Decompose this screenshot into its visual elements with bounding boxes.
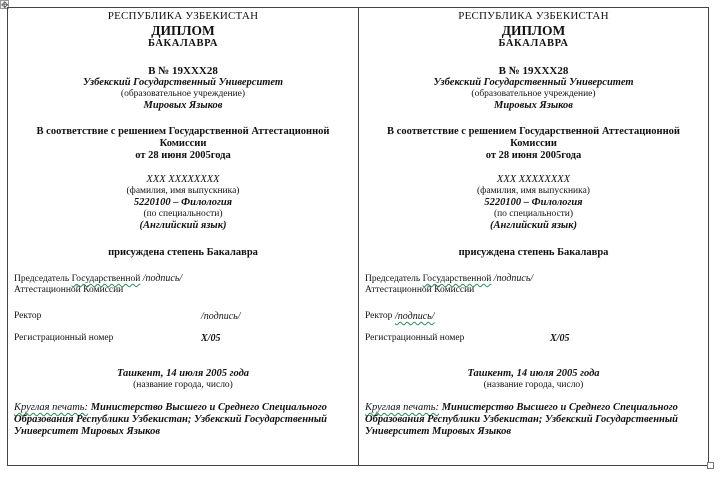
university-caption: (образовательное учреждение) bbox=[471, 89, 596, 99]
seal-text-2: Образования Республики Узбекистан; Узбекский Государственный bbox=[365, 414, 678, 425]
university-name: Узбекский Государственный Университет bbox=[433, 77, 634, 88]
registration-row bbox=[14, 333, 352, 344]
rector-sign: /подпись/ bbox=[395, 311, 435, 322]
seal-block bbox=[365, 402, 702, 438]
diploma-number: В № 19ХХХ28 bbox=[148, 65, 218, 77]
country-heading: РЕСПУБЛИКА УЗБЕКИСТАН bbox=[107, 10, 259, 22]
seal-text-3: Университет Мировых Языков bbox=[365, 426, 512, 437]
registration-label: Регистрационный номер bbox=[14, 333, 114, 343]
graduate-caption: (фамилия, имя выпускника) bbox=[126, 186, 240, 196]
chairman-line bbox=[14, 273, 352, 285]
rector-row bbox=[14, 311, 352, 322]
graduate-name: ХХХ ХХХХХХХХ bbox=[146, 174, 220, 185]
faculty-name: Мировых Языков bbox=[493, 100, 573, 111]
country-heading: РЕСПУБЛИКА УЗБЕКИСТАН bbox=[458, 10, 609, 22]
chairman-sign: /подпись/ bbox=[493, 273, 534, 284]
rector-sign: /подпись/ bbox=[201, 311, 241, 322]
seal-text-1: Министерство Высшего и Среднего Специального bbox=[439, 402, 678, 413]
university-caption: (образовательное учреждение) bbox=[120, 89, 246, 99]
rector-label: Ректор bbox=[14, 311, 42, 321]
diploma-cell-right[interactable] bbox=[358, 8, 708, 465]
chairman-line bbox=[365, 273, 702, 285]
degree-line: присуждена степень Бакалавра bbox=[458, 247, 609, 258]
graduate-caption: (фамилия, имя выпускника) bbox=[477, 186, 590, 196]
seal-label: Круглая печать: bbox=[14, 402, 89, 413]
seal-text-2: Образования Республики Узбекистан; Узбекский Государственный bbox=[14, 414, 327, 425]
diploma-title: ДИПЛОМ bbox=[501, 23, 566, 38]
decision-line-1: В соответствие с решением Государственной Аттестационной bbox=[387, 126, 680, 137]
seal-text-1: Министерство Высшего и Среднего Специального bbox=[88, 402, 327, 413]
chairman-label-2: Государственной bbox=[71, 274, 141, 284]
diploma-table bbox=[7, 7, 709, 466]
faculty-name: Мировых Языков bbox=[143, 100, 223, 111]
decision-date bbox=[14, 150, 352, 162]
diploma-number: В № 19ХХХ28 bbox=[498, 65, 569, 77]
chairman-label-3: Аттестационной Комиссии bbox=[14, 285, 124, 295]
registration-row bbox=[365, 333, 702, 344]
specialty: 5220100 – Филология bbox=[484, 197, 583, 208]
decision-date-text: от 28 июня 2005года bbox=[135, 150, 231, 161]
rector-row bbox=[365, 311, 702, 322]
decision-line-2: Комиссии bbox=[159, 138, 207, 149]
diploma-title: ДИПЛОМ bbox=[151, 23, 215, 38]
diploma-subtitle: БАКАЛАВРА bbox=[147, 38, 219, 49]
decision-line-2: Комиссии bbox=[510, 138, 557, 149]
diploma-subtitle: БАКАЛАВРА bbox=[498, 38, 569, 49]
rector-label: Ректор bbox=[365, 311, 393, 321]
degree-line: присуждена степень Бакалавра bbox=[108, 247, 258, 258]
chairman-label-3: Аттестационной Комиссии bbox=[365, 285, 475, 295]
diploma-cell-left[interactable] bbox=[8, 8, 358, 465]
registration-value: Х/05 bbox=[201, 333, 221, 344]
chairman-label-2: Государственной bbox=[422, 274, 492, 284]
specialty-caption: (по специальности) bbox=[143, 209, 223, 219]
table-resize-handle-icon[interactable] bbox=[707, 462, 714, 469]
place-date: Ташкент, 14 июля 2005 года bbox=[116, 368, 250, 379]
specialty-caption: (по специальности) bbox=[493, 209, 574, 219]
seal-text-3: Университет Мировых Языков bbox=[14, 426, 161, 437]
place-caption: (название города, число) bbox=[483, 380, 584, 390]
specialty-note: (Английский язык) bbox=[489, 220, 578, 231]
registration-value: Х/05 bbox=[550, 333, 570, 344]
decision-line-1: В соответствие с решением Государственной Аттестационной bbox=[36, 126, 330, 137]
chairman-sign: /подпись/ bbox=[142, 273, 183, 284]
chairman-label-1: Председатель bbox=[365, 274, 421, 284]
specialty-note: (Английский язык) bbox=[139, 220, 227, 231]
university-name: Узбекский Государственный Университет bbox=[82, 77, 284, 88]
seal-block bbox=[14, 402, 352, 438]
decision-date-text: от 28 июня 2005года bbox=[485, 150, 582, 161]
seal-label: Круглая печать: bbox=[365, 402, 440, 413]
table-move-handle-icon[interactable]: ✥ bbox=[1, 0, 9, 10]
place-caption: (название города, число) bbox=[133, 380, 233, 390]
graduate-name: ХХХ ХХХХХХХХ bbox=[496, 174, 571, 185]
decision-date bbox=[365, 150, 702, 162]
specialty: 5220100 – Филология bbox=[133, 197, 233, 208]
place-date: Ташкент, 14 июля 2005 года bbox=[467, 368, 600, 379]
chairman-label-1: Председатель bbox=[14, 274, 70, 284]
registration-label: Регистрационный номер bbox=[365, 333, 465, 343]
